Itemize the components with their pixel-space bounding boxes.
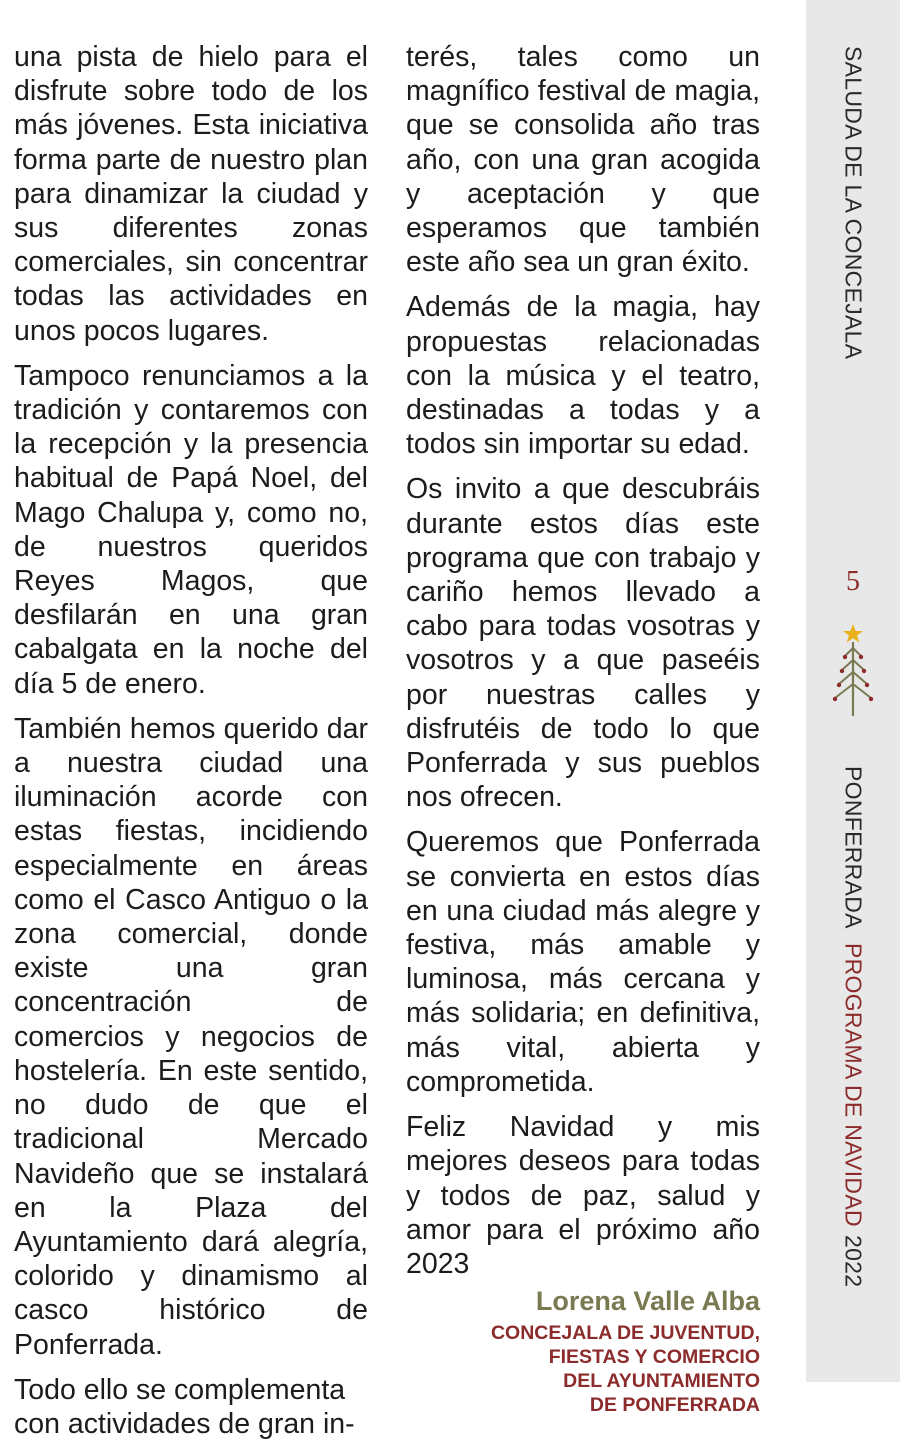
signature-role-line: CONCEJALA DE JUVENTUD, bbox=[490, 1322, 760, 1345]
section-title: SALUDA DE LA CONCEJALA bbox=[840, 46, 867, 360]
signature-role-line: DEL AYUNTAMIENTO bbox=[563, 1370, 760, 1393]
christmas-tree-icon bbox=[827, 622, 879, 718]
right-column bbox=[406, 40, 760, 1417]
signature-role-line: FIESTAS Y COMERCIO bbox=[548, 1346, 760, 1369]
footer-program: PROGRAMA DE NAVIDAD bbox=[840, 942, 867, 1227]
page-number: 5 bbox=[846, 566, 860, 597]
paragraph: una pista de hielo para el disfrute sobre todo de los más jóvenes. Esta iniciativa forma parte de nuestro plan para dinamizar la ciudad y sus diferentes zonas comerciales, sin concentrar todas las actividades en unos pocos lugares. bbox=[14, 41, 368, 347]
paragraph: Queremos que Ponferrada se convierta en estos días en una ciudad más alegre y festiva, más amable y luminosa, más cercana y más solidaria; en definitiva, más vital, abierta y comprometida. bbox=[406, 826, 760, 1098]
paragraph: Os invito a que descubráis durante estos días este programa que con trabajo y cariño hemos llevado a cabo para todas vosotras y vosotros y a que paseéis por nuestras calles y disfrutéis de todo lo que Ponferrada y sus pueblos nos ofrecen. bbox=[406, 473, 760, 814]
signature-role bbox=[406, 1321, 760, 1417]
paragraph: Feliz Navidad y mis mejores deseos para todas y todos de paz, salud y amor para el próximo año 2023 bbox=[406, 1111, 760, 1280]
paragraph: Además de la magia, hay propuestas relacionadas con la música y el teatro, destinadas a todas y a todos sin importar su edad. bbox=[406, 291, 760, 461]
signature-block bbox=[406, 1285, 760, 1417]
paragraph: Todo ello se complementa con actividades de gran in- bbox=[14, 1373, 355, 1440]
paragraph: Tampoco renunciamos a la tradición y contaremos con la recepción y la presencia habitual de Papá Noel, del Mago Chalupa y, como no, de nuestros queridos Reyes Magos, que desfilarán en una gran cabalgata en la noche del día 5 de enero. bbox=[14, 359, 368, 700]
signature-role-line: DE PONFERRADA bbox=[589, 1394, 760, 1417]
paragraph: terés, tales como un magnífico festival de magia, que se consolida año tras año, con una gran acogida y aceptación y que esperamos que también este año sea un gran éxito. bbox=[406, 41, 760, 279]
footer-year: 2022 bbox=[840, 1234, 867, 1288]
left-column bbox=[14, 40, 368, 1452]
footer-city: PONFERRADA bbox=[840, 766, 867, 929]
signature-name: Lorena Valle Alba bbox=[535, 1286, 760, 1317]
running-footer bbox=[806, 766, 900, 1346]
paragraph: También hemos querido dar a nuestra ciudad una iluminación acorde con estas fiestas, incidiendo especialmente en áreas como el Casco Antiguo o la zona comercial, donde existe una gran concentración de comercios y negocios de hostelería. En este sentido, no dudo de que el tradicional Mercado Navideño que se instalará en la Plaza del Ayuntamiento dará alegría, colorido y dinamismo al casco histórico de Ponferrada. bbox=[14, 712, 368, 1361]
